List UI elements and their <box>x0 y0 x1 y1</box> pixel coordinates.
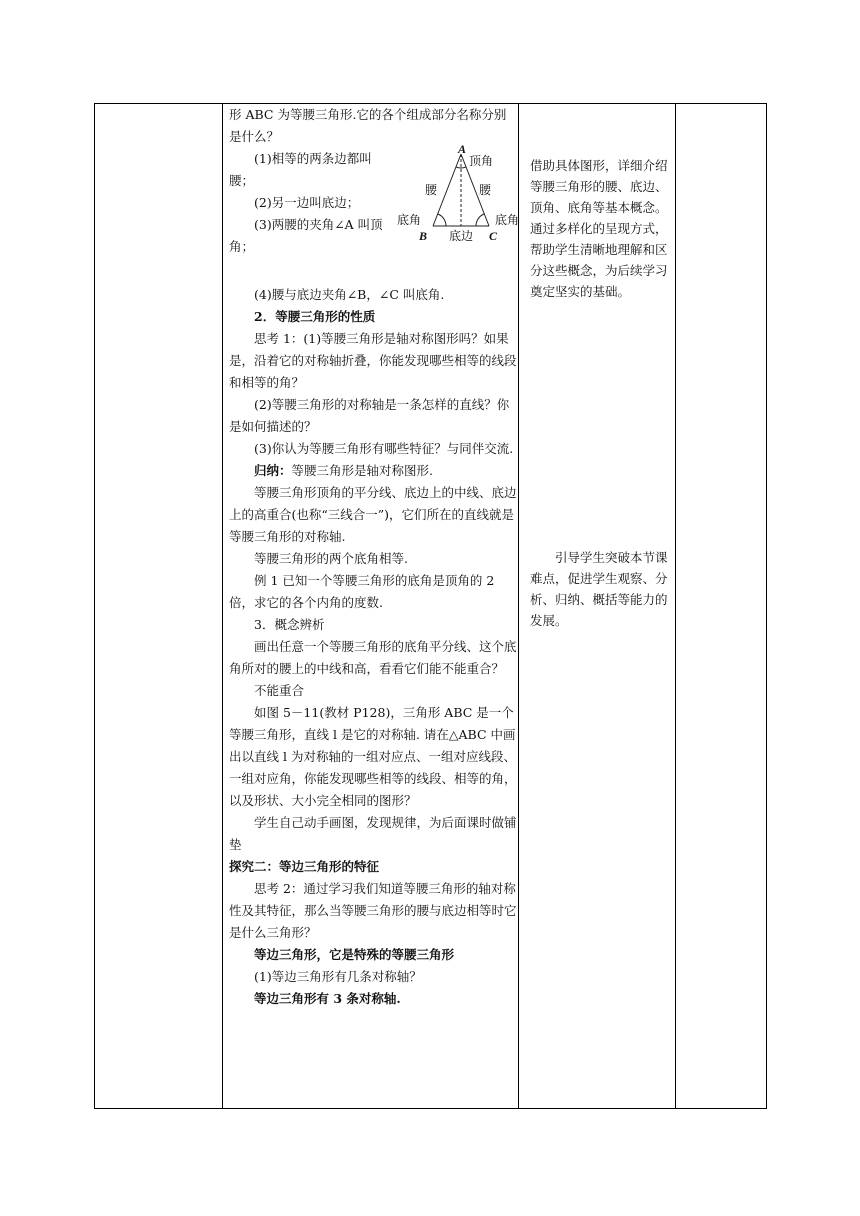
vertex-c-label: C <box>489 229 498 243</box>
left-leg-line <box>433 154 461 226</box>
paragraph: (2)等腰三角形的对称轴是一条怎样的直线？你是如何描述的？ <box>229 397 510 434</box>
paragraph: (4)腰与底边夹角∠B，∠C 叫底角. <box>254 287 445 302</box>
apex-angle-arc <box>456 167 466 168</box>
design-intent-note: 引导学生突破本节课难点，促进学生观察、分析、归纳、概括等能力的发展。 <box>530 550 668 628</box>
vertex-a-label: A <box>458 144 467 156</box>
leg-label: 腰 <box>479 183 492 197</box>
section-heading: 探究二：等边三角形的特征 <box>229 859 380 874</box>
base-angle-arc <box>438 214 446 226</box>
column-divider <box>222 104 223 1108</box>
paragraph <box>229 460 517 482</box>
leg-label: 腰 <box>425 183 438 197</box>
column-divider <box>518 104 519 1108</box>
definition-with-figure <box>229 144 520 284</box>
paragraph: 等腰三角形的两个底角相等. <box>254 551 408 566</box>
column-divider <box>675 104 676 1108</box>
paragraph: 如图 5－11(教材 P128)，三角形 ABC 是一个等腰三角形，直线 l 是它的对称轴. 请在△ABC 中画出以直线 l 为对称轴的一组对应点、一组对应线段、一组对应角，你能发现哪些相等的线段、相等的角，以及形状、大小完全相同的图形？ <box>229 705 517 808</box>
paragraph: 角； <box>229 239 255 254</box>
answer-paragraph: 等边三角形有 3 条对称轴. <box>254 991 401 1006</box>
answer-paragraph: 等边三角形，它是特殊的等腰三角形 <box>254 947 455 962</box>
paragraph: 等腰三角形顶角的平分线、底边上的中线、底边上的高重合(也称“三线合一”)，它们所在的直线就是等腰三角形的对称轴. <box>229 485 517 544</box>
section-heading: 3．概念辨析 <box>254 617 325 632</box>
base-angle-arc <box>476 214 484 226</box>
design-intent-note: 借助具体图形，详细介绍等腰三角形的腰、底边、顶角、底角等基本概念。通过多样化的呈现方式，帮助学生清晰地理解和区分这些概念，为后续学习奠定坚实的基础。 <box>530 158 668 299</box>
teaching-content <box>229 104 520 1010</box>
paragraph: 不能重合 <box>254 683 305 698</box>
paragraph: 画出任意一个等腰三角形的底角平分线、这个底角所对的腰上的中线和高，看看它们能不能重合？ <box>229 639 517 676</box>
lesson-table <box>94 103 767 1109</box>
summary-text: 等腰三角形是轴对称图形. <box>291 463 433 478</box>
section-heading: 2．等腰三角形的性质 <box>254 309 376 324</box>
paragraph: (3)你认为等腰三角形有哪些特征？与同伴交流. <box>254 441 514 456</box>
paragraph: 形 ABC 为等腰三角形.它的各个组成部分名称分别是什么？ <box>229 107 507 144</box>
paragraph: 学生自己动手画图，发现规律，为后面课时做铺垫 <box>229 815 517 852</box>
example-paragraph: 例 1 已知一个等腰三角形的底角是顶角的 2 倍，求它的各个内角的度数. <box>229 573 495 610</box>
vertex-b-label: B <box>419 229 428 243</box>
paragraph: (1)相等的两条边都叫 <box>254 151 372 166</box>
paragraph: 思考 2：通过学习我们知道等腰三角形的轴对称性及其特征，那么当等腰三角形的腰与底边相等时它是什么三角形？ <box>229 881 517 940</box>
paragraph: 腰； <box>229 173 255 188</box>
apex-angle-label: 顶角 <box>469 154 494 168</box>
paragraph: (2)另一边叫底边； <box>254 195 360 210</box>
paragraph: (1)等边三角形有几条对称轴？ <box>254 969 422 984</box>
base-label: 底边 <box>449 229 474 243</box>
isosceles-triangle-figure <box>397 144 522 244</box>
summary-label: 归纳： <box>254 463 292 478</box>
paragraph: 思考 1：(1)等腰三角形是轴对称图形吗？如果是，沿着它的对称轴折叠，你能发现哪些相等的线段和相等的角？ <box>229 331 517 390</box>
base-angle-label: 底角 <box>397 213 422 227</box>
paragraph: (3)两腰的夹角∠A 叫顶 <box>254 217 383 232</box>
base-angle-label: 底角 <box>495 213 520 227</box>
